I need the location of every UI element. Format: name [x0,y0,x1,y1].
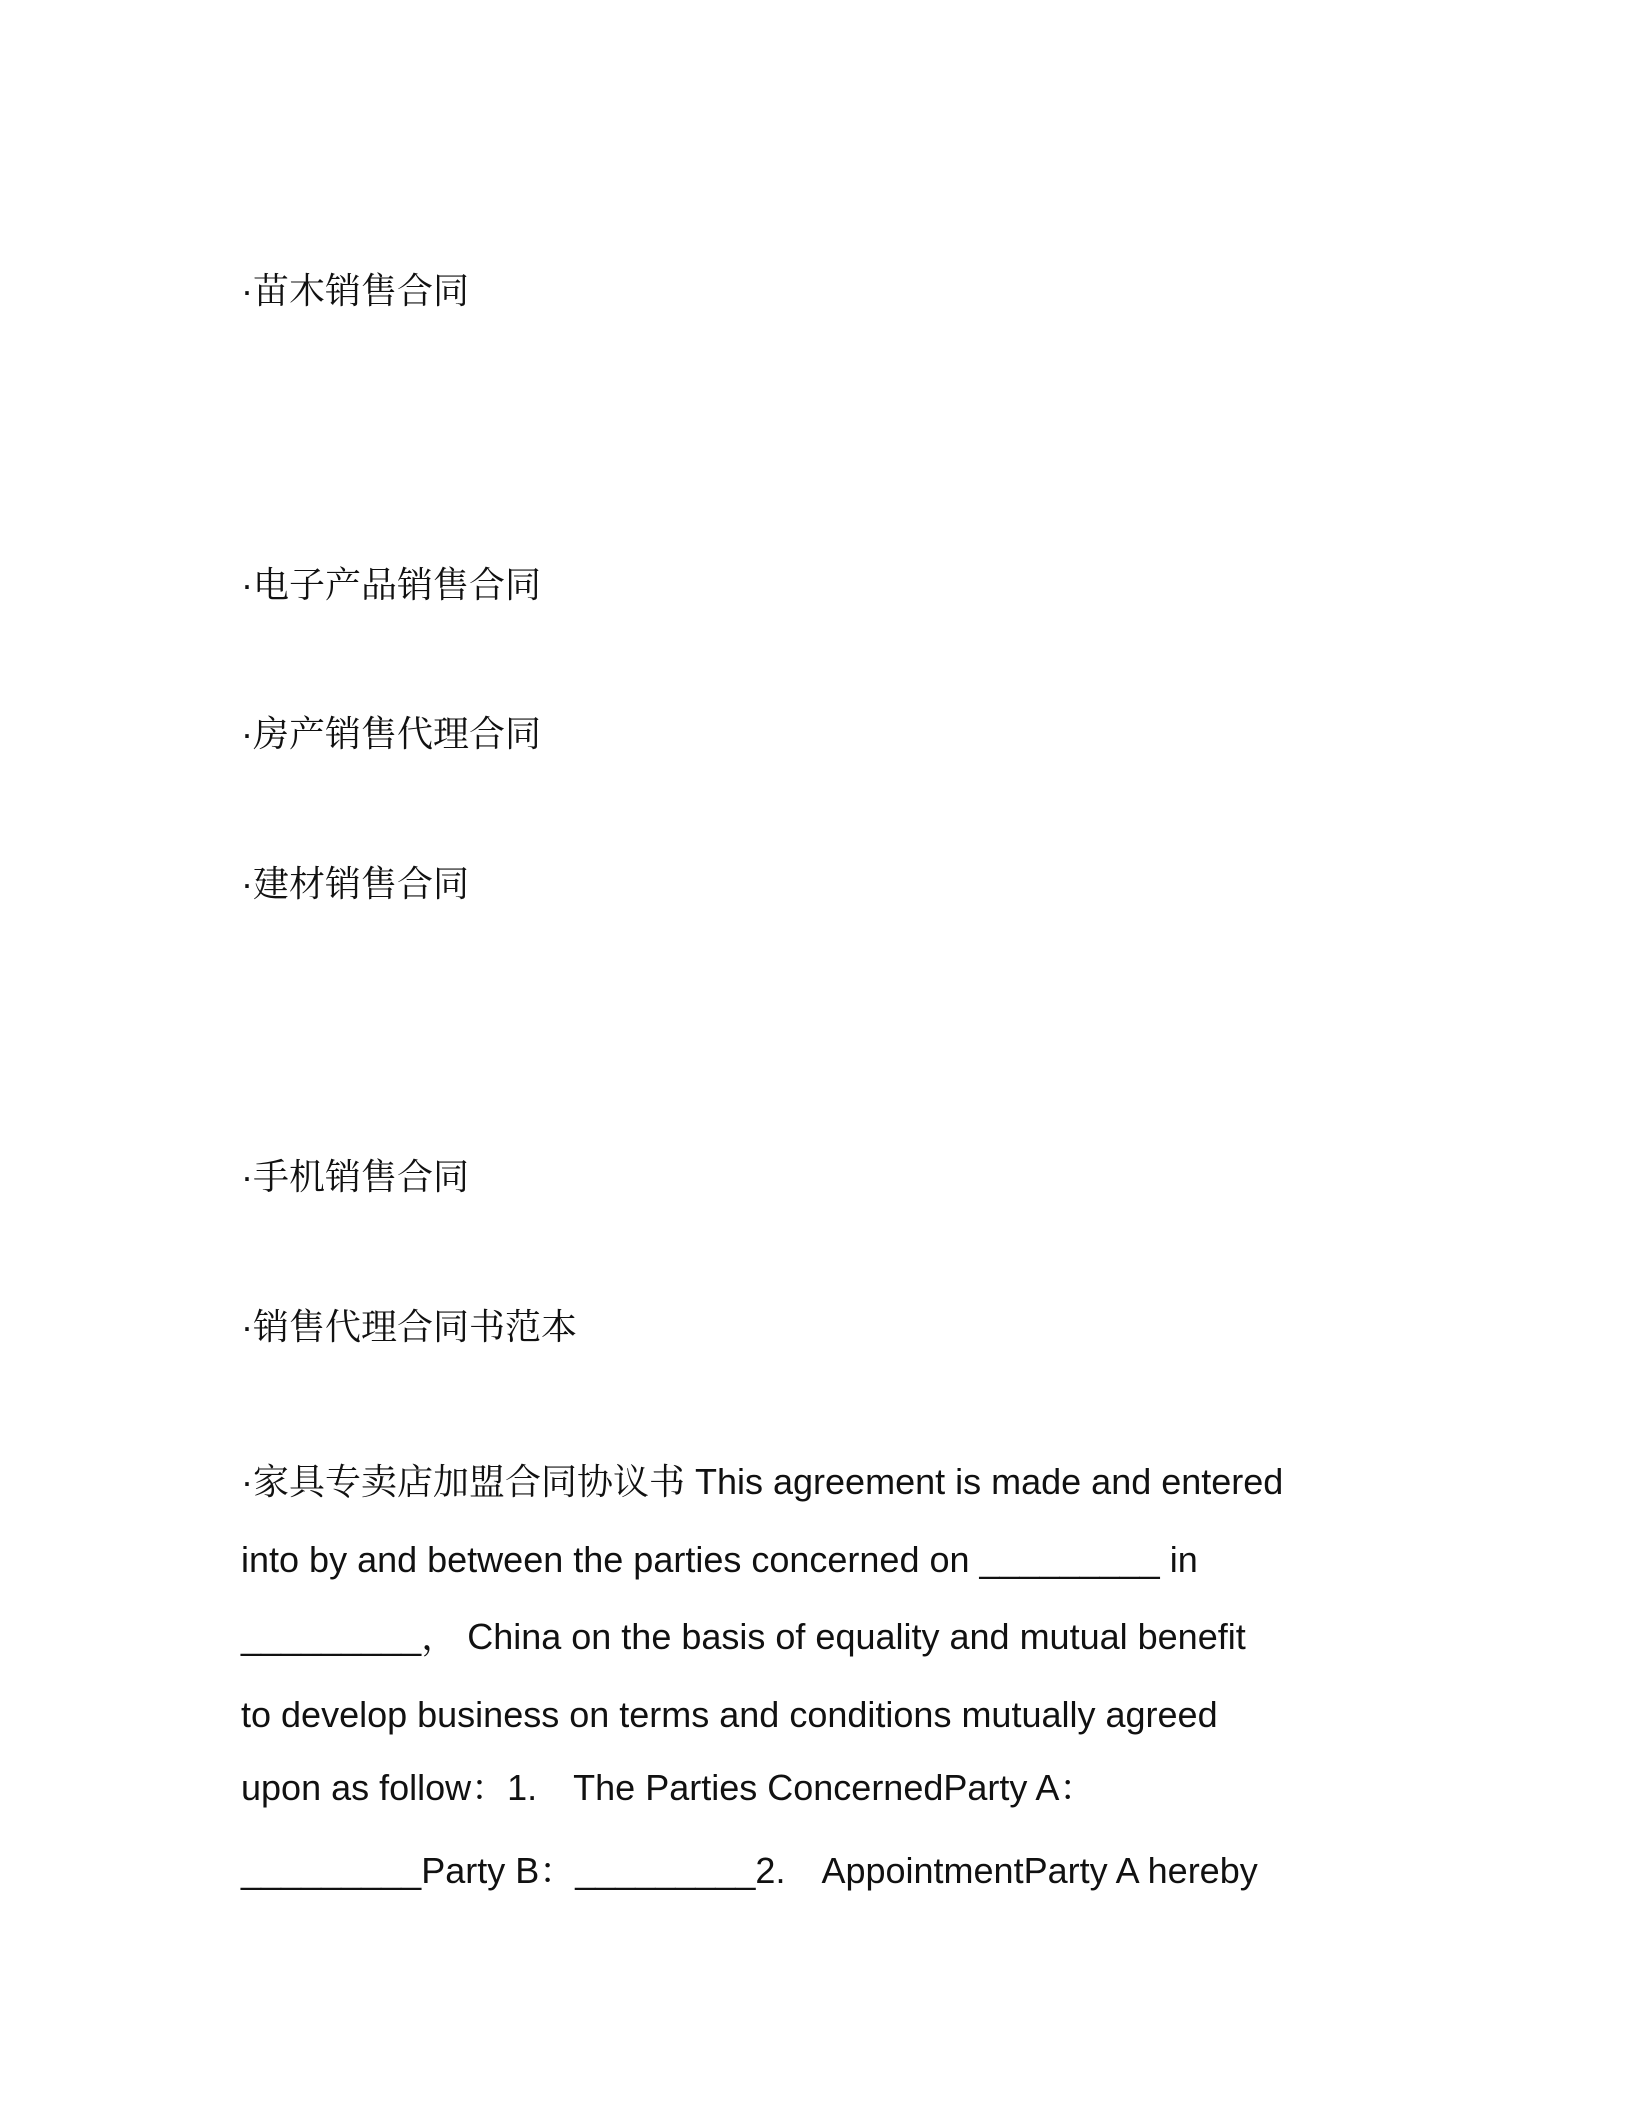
list-item: ·房产销售代理合同 [241,713,541,754]
paragraph-line: _________Party B：_________2. AppointmentParty A hereby [241,1850,1258,1891]
paragraph-line: _________， China on the basis of equality and mutual benefit [241,1616,1246,1657]
list-item: ·手机销售合同 [241,1156,469,1197]
paragraph-line: to develop business on terms and conditions mutually agreed [241,1694,1218,1735]
paragraph-line: into by and between the parties concerned on _________ in [241,1539,1198,1580]
list-item: ·电子产品销售合同 [241,564,541,605]
list-item: ·建材销售合同 [241,863,469,904]
list-item: ·销售代理合同书范本 [241,1306,577,1347]
paragraph-line: upon as follow：1. The Parties ConcernedParty A： [241,1767,1096,1808]
list-item: ·苗木销售合同 [241,270,469,311]
paragraph-line: ·家具专卖店加盟合同协议书 This agreement is made and entered [241,1461,1284,1502]
